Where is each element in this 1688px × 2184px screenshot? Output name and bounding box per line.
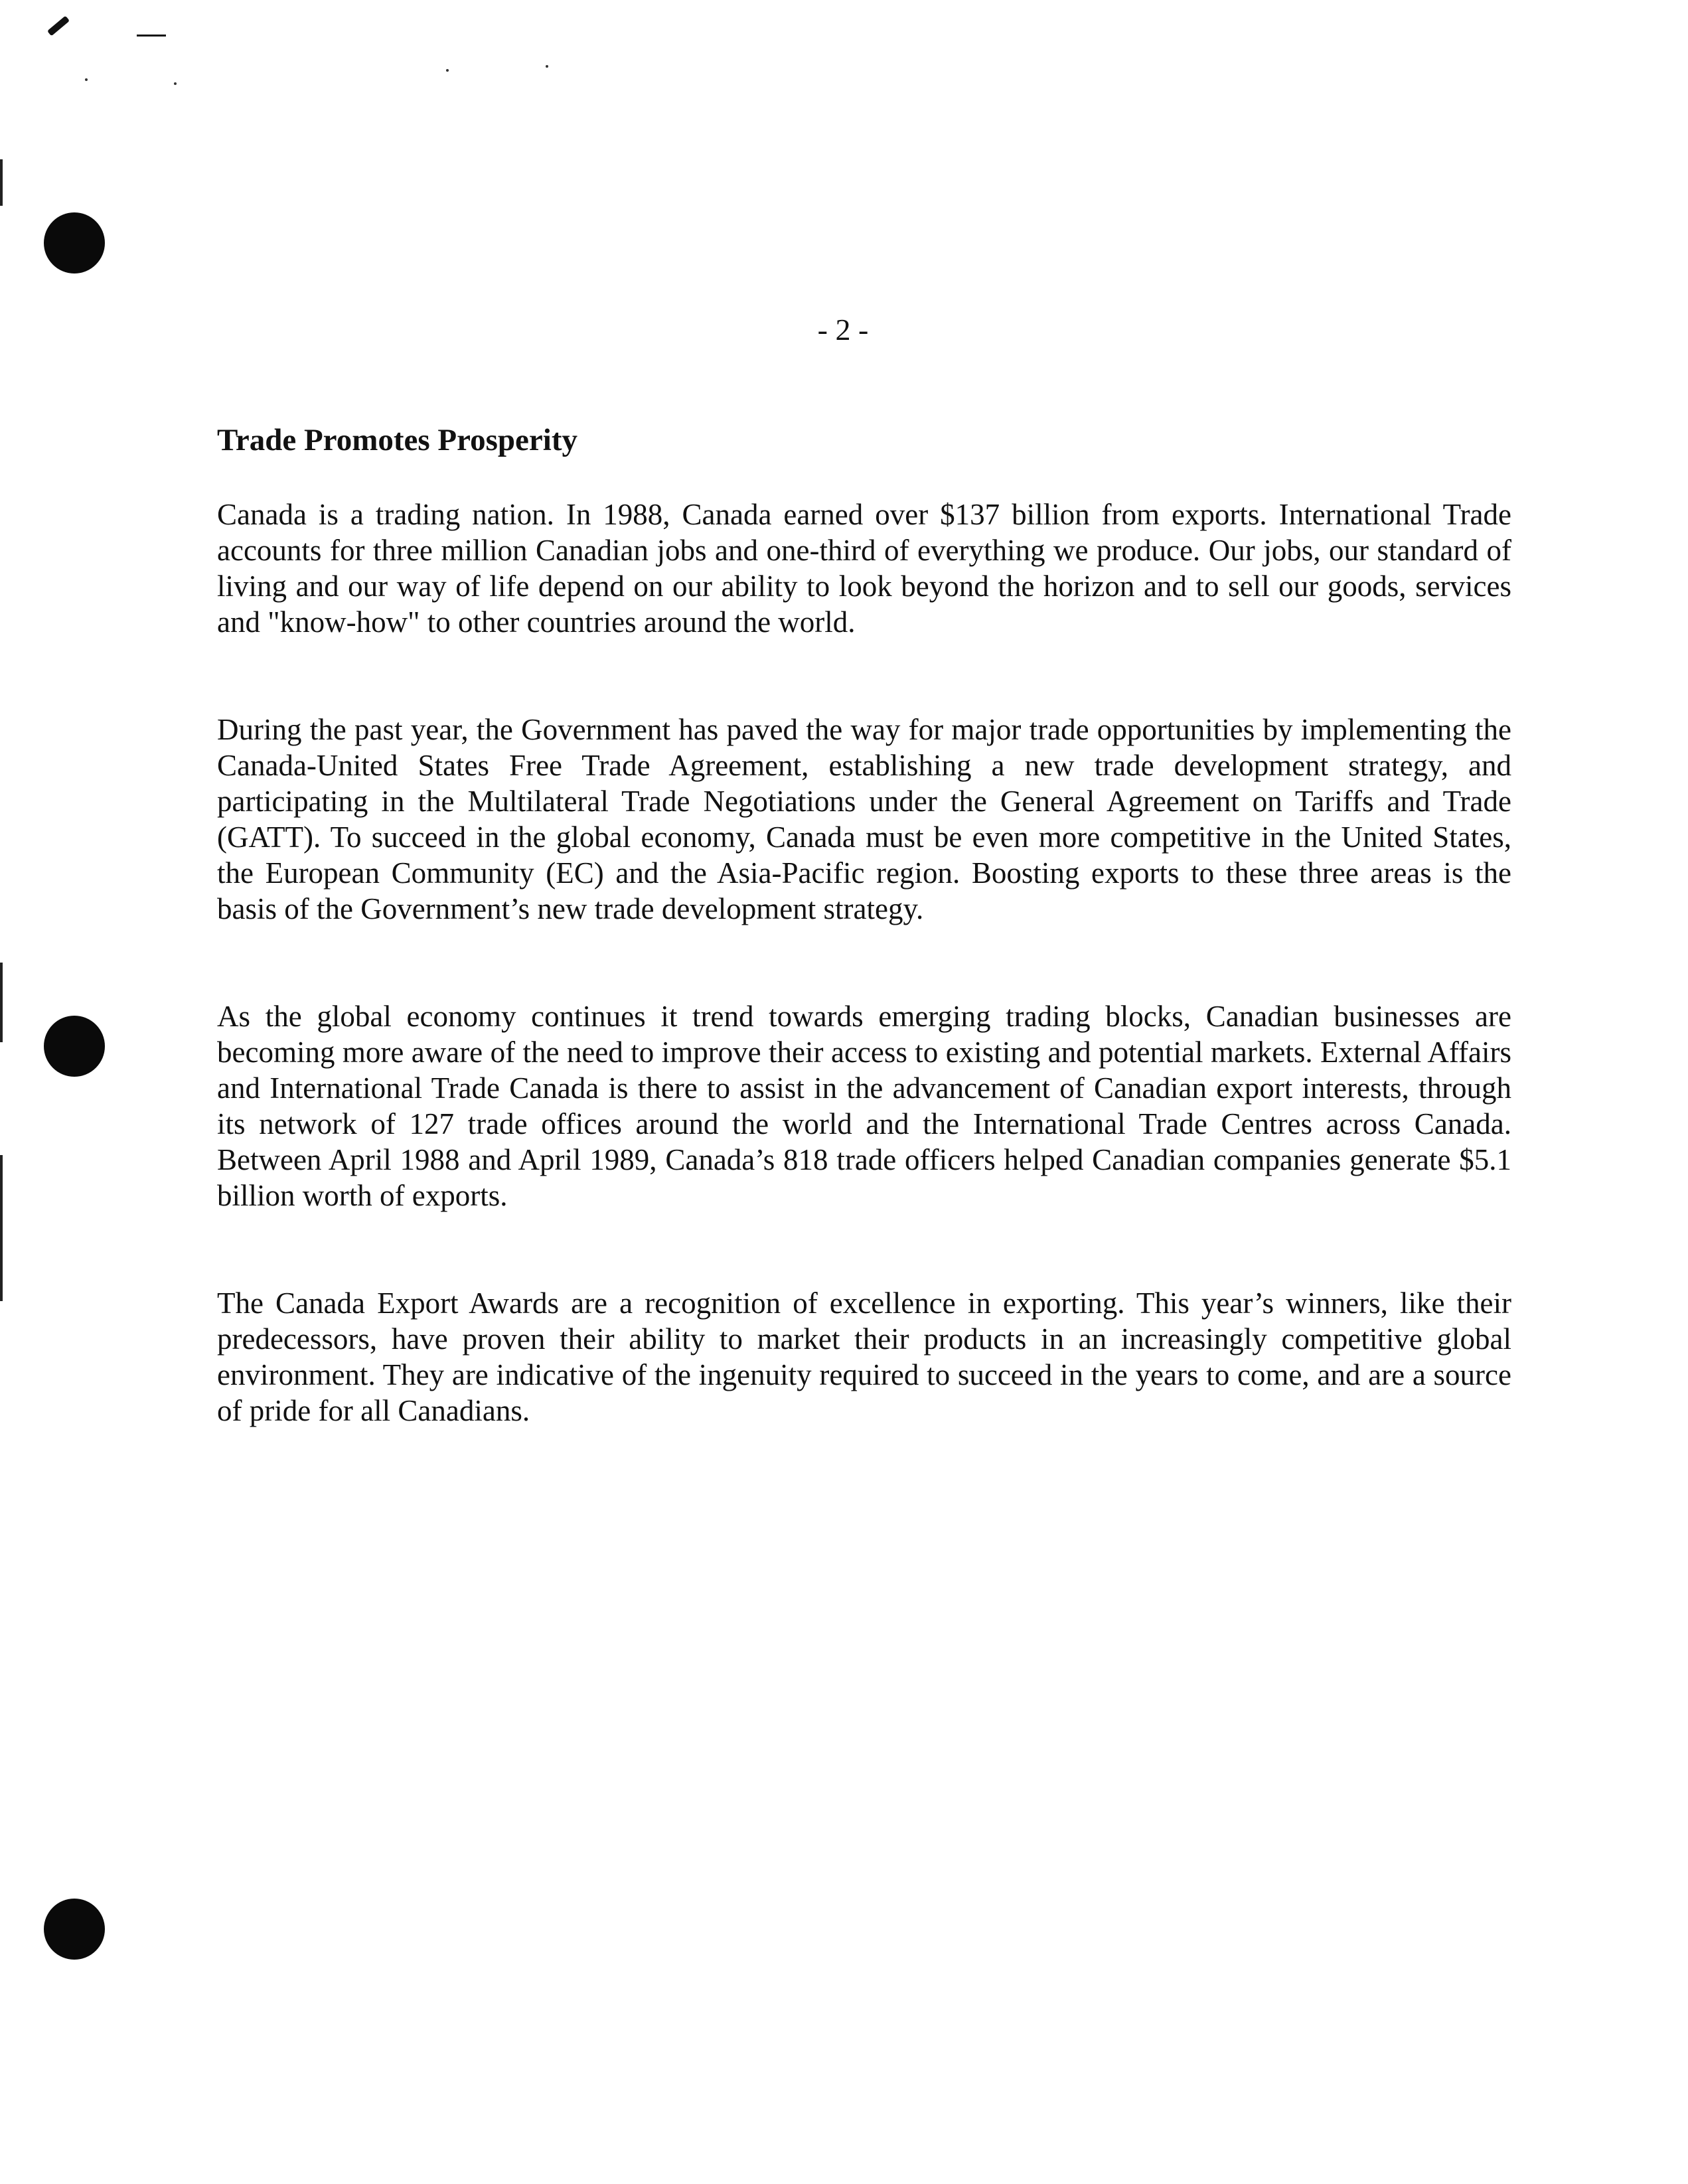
binder-punch-hole <box>44 1899 105 1960</box>
scan-artifact-dash <box>137 35 166 37</box>
binder-punch-hole <box>44 1016 105 1077</box>
scan-edge-line <box>0 963 3 1042</box>
binder-punch-hole <box>44 212 105 273</box>
section-heading: Trade Promotes Prosperity <box>217 423 577 457</box>
body-paragraph: The Canada Export Awards are a recognition of excellence in exporting. This year’s winners, like their predecessors, have proven their ability to market their products in an increasingly competitive global environment. They are indicative of the ingenuity required to succeed in the years to come, and are a source of pride for all Canadians. <box>217 1287 1511 1427</box>
body-paragraph: Canada is a trading nation. In 1988, Canada earned over $137 billion from exports. International Trade accounts for three million Canadian jobs and one-third of everything we produce. Our jobs, our standard of living and our way of life depend on our ability to look beyond the horizon and to sell our goods, services and "know-how" to other countries around the world. <box>217 498 1511 639</box>
scan-artifact-mark <box>47 16 70 37</box>
scan-edge-line <box>0 159 3 206</box>
body-paragraph: During the past year, the Government has paved the way for major trade opportunities by implementing the Canada-United States Free Trade Agreement, establishing a new trade development strategy, and participating in the Multilateral Trade Negotiations under the General Agreement on Tariffs and Trade (GATT). To succeed in the global economy, Canada must be even more competitive in the United States, the European Community (EC) and the Asia-Pacific region. Boosting exports to these three areas is the basis of the Government’s new trade development strategy. <box>217 713 1511 925</box>
body-paragraph: As the global economy continues it trend towards emerging trading blocks, Canadian businesses are becoming more aware of the need to improve their access to existing and potential markets. External Affairs and International Trade Canada is there to assist in the advancement of Canadian export interests, through its network of 127 trade offices around the world and the International Trade Centres across Canada. Between April 1988 and April 1989, Canada’s 818 trade officers helped Canadian companies generate $5.1 billion worth of exports. <box>217 1000 1511 1212</box>
scan-speck <box>446 69 449 72</box>
scan-edge-line <box>0 1155 3 1301</box>
scan-speck <box>85 78 88 81</box>
scan-speck <box>174 82 177 85</box>
page-number: - 2 - <box>817 313 869 347</box>
scan-speck <box>546 65 548 68</box>
